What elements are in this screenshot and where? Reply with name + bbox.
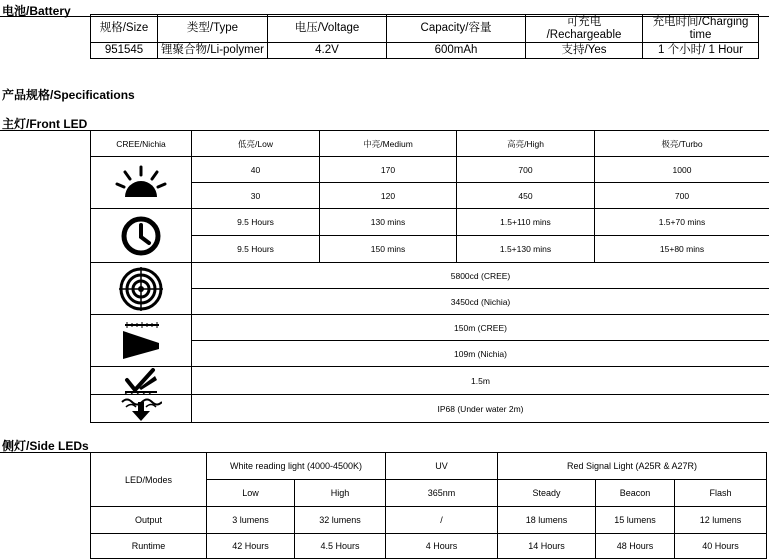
front-header-row	[91, 131, 769, 157]
brightness-icon	[91, 157, 192, 209]
side-mode-high: High	[295, 480, 386, 507]
side-mode-flash: Flash	[675, 480, 767, 507]
front-runtime-nichia-turbo: 15+80 mins	[595, 236, 769, 263]
specifications-heading: 产品规格/Specifications	[2, 88, 135, 102]
front-runtime-nichia-medium: 150 mins	[320, 236, 457, 263]
front-led-heading-rule	[0, 130, 90, 131]
side-runtime-flash: 40 Hours	[675, 534, 767, 559]
side-leds-heading: 侧灯/Side LEDs	[2, 439, 89, 453]
side-output-low: 3 lumens	[207, 507, 295, 534]
side-output-label: Output	[91, 507, 207, 534]
front-distance-nichia-row	[91, 341, 769, 367]
front-intensity-nichia: 3450cd (Nichia)	[192, 289, 769, 315]
front-header-low: 低亮/Low	[192, 131, 320, 157]
front-runtime-cree-high: 1.5+110 mins	[457, 209, 595, 236]
front-distance-nichia: 109m (Nichia)	[192, 341, 769, 367]
front-header-turbo: 极亮/Turbo	[595, 131, 769, 157]
front-output-cree-high: 700	[457, 157, 595, 183]
side-output-row	[91, 507, 767, 534]
front-intensity-nichia-row	[91, 289, 769, 315]
front-runtime-cree-low: 9.5 Hours	[192, 209, 320, 236]
battery-charging-time: 1 个小时/ 1 Hour	[643, 43, 759, 59]
side-runtime-steady: 14 Hours	[498, 534, 596, 559]
impact-icon	[91, 367, 192, 395]
front-header-high: 高亮/High	[457, 131, 595, 157]
battery-capacity: 600mAh	[387, 43, 526, 59]
side-modes-label: LED/Modes	[91, 453, 207, 507]
front-runtime-cree-medium: 130 mins	[320, 209, 457, 236]
side-mode-low: Low	[207, 480, 295, 507]
front-runtime-cree-turbo: 1.5+70 mins	[595, 209, 769, 236]
front-output-nichia-turbo: 700	[595, 183, 769, 209]
side-group-row	[91, 453, 767, 480]
side-output-steady: 18 lumens	[498, 507, 596, 534]
front-intensity-cree-row	[91, 263, 769, 289]
battery-header-size: 规格/Size	[91, 15, 158, 43]
front-waterproof: IP68 (Under water 2m)	[192, 395, 769, 423]
side-mode-365nm: 365nm	[386, 480, 498, 507]
front-output-cree-turbo: 1000	[595, 157, 769, 183]
battery-rechargeable: 支持/Yes	[526, 43, 643, 59]
battery-header-rechargeable-line1: 可充电	[566, 15, 602, 28]
battery-header-row	[91, 15, 759, 43]
clock-icon	[91, 209, 192, 263]
front-impact-row	[91, 367, 769, 395]
beam-distance-icon	[91, 315, 192, 367]
side-mode-beacon: Beacon	[596, 480, 675, 507]
side-group-red: Red Signal Light (A25R & A27R)	[498, 453, 767, 480]
battery-table	[90, 14, 759, 59]
side-runtime-high: 4.5 Hours	[295, 534, 386, 559]
side-runtime-low: 42 Hours	[207, 534, 295, 559]
front-output-nichia-low: 30	[192, 183, 320, 209]
front-led-table	[90, 130, 769, 423]
front-header-medium: 中亮/Medium	[320, 131, 457, 157]
front-intensity-cree: 5800cd (CREE)	[192, 263, 769, 289]
front-output-cree-row	[91, 157, 769, 183]
front-output-nichia-medium: 120	[320, 183, 457, 209]
battery-heading: 电池/Battery	[2, 4, 71, 18]
side-output-uv: /	[386, 507, 498, 534]
side-leds-table	[90, 452, 767, 559]
front-distance-cree-row	[91, 315, 769, 341]
front-header-cree-nichia: CREE/Nichia	[91, 131, 192, 157]
front-distance-cree: 150m (CREE)	[192, 315, 769, 341]
battery-header-charging-time	[643, 15, 759, 43]
battery-header-rechargeable	[526, 15, 643, 43]
waterproof-icon	[91, 395, 192, 423]
battery-size: 951545	[91, 43, 158, 59]
battery-data-row	[91, 43, 759, 59]
side-runtime-beacon: 48 Hours	[596, 534, 675, 559]
front-output-nichia-high: 450	[457, 183, 595, 209]
front-runtime-nichia-high: 1.5+130 mins	[457, 236, 595, 263]
front-output-nichia-row	[91, 183, 769, 209]
battery-header-charging-line2: time	[689, 28, 712, 41]
front-impact: 1.5m	[192, 367, 769, 395]
battery-header-type: 类型/Type	[158, 15, 268, 43]
side-output-beacon: 15 lumens	[596, 507, 675, 534]
front-runtime-cree-row	[91, 209, 769, 236]
side-output-flash: 12 lumens	[675, 507, 767, 534]
battery-header-rechargeable-line2: /Rechargeable	[546, 28, 622, 41]
target-icon	[91, 263, 192, 315]
side-runtime-uv: 4 Hours	[386, 534, 498, 559]
side-runtime-label: Runtime	[91, 534, 207, 559]
battery-header-capacity: Capacity/容量	[387, 15, 526, 43]
battery-voltage: 4.2V	[268, 43, 387, 59]
side-mode-steady: Steady	[498, 480, 596, 507]
battery-type: 锂聚合物/Li-polymer	[158, 43, 268, 59]
front-runtime-nichia-row	[91, 236, 769, 263]
front-led-heading: 主灯/Front LED	[2, 117, 88, 131]
front-runtime-nichia-low: 9.5 Hours	[192, 236, 320, 263]
side-output-high: 32 lumens	[295, 507, 386, 534]
side-group-uv: UV	[386, 453, 498, 480]
front-waterproof-row	[91, 395, 769, 423]
side-runtime-row	[91, 534, 767, 559]
battery-header-charging-line1: 充电时间/Charging	[652, 15, 749, 28]
side-group-white: White reading light (4000-4500K)	[207, 453, 386, 480]
battery-header-voltage: 电压/Voltage	[268, 15, 387, 43]
side-leds-heading-rule	[0, 452, 90, 453]
front-output-cree-medium: 170	[320, 157, 457, 183]
front-output-cree-low: 40	[192, 157, 320, 183]
